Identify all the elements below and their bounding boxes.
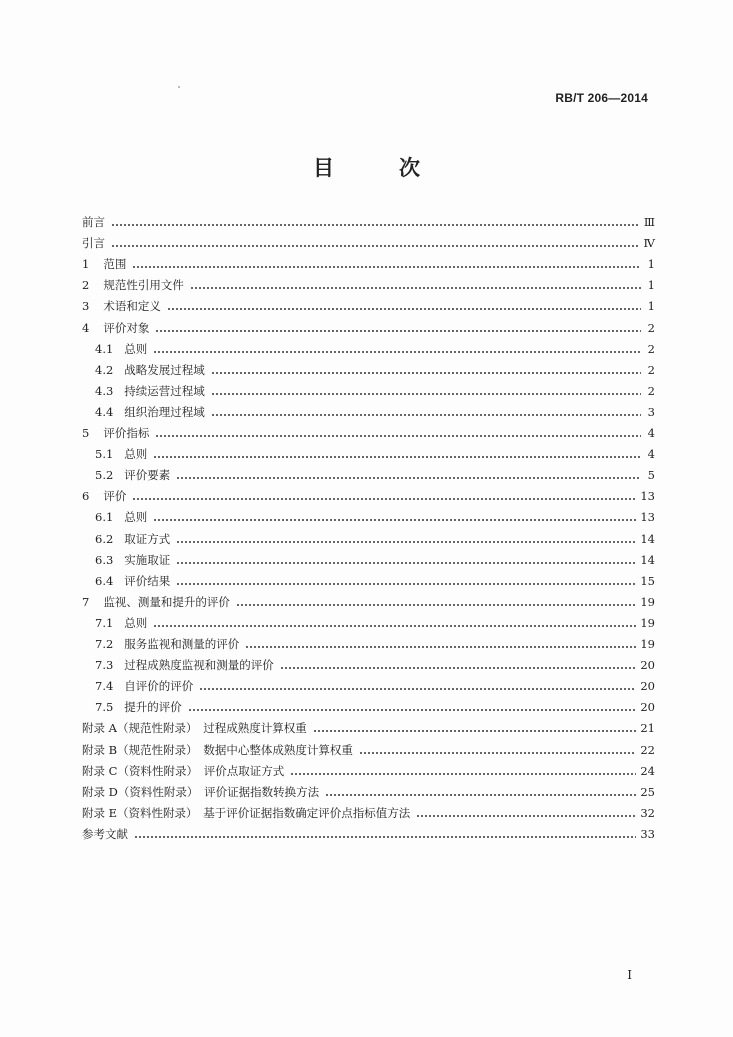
toc-entry-label: 附录 C（资料性附录） 评价点取证方式: [82, 763, 285, 778]
toc-entry-label: 术语和定义: [103, 299, 161, 314]
toc-entry-number: 4: [82, 320, 90, 335]
leader-dots: [132, 266, 641, 268]
leader-dots: [167, 308, 641, 310]
toc-entry[interactable]: [95, 568, 655, 588]
toc-entry-label: 附录 D（资料性附录） 评价证据指数转换方法: [82, 784, 320, 799]
toc-entry[interactable]: [95, 547, 655, 567]
toc-entry[interactable]: [95, 504, 655, 524]
toc-entry-page: 19: [640, 637, 655, 651]
toc-entry[interactable]: [82, 230, 655, 250]
toc-entry[interactable]: [82, 589, 655, 609]
toc-entry-label: 服务监视和测量的评价: [124, 637, 240, 651]
toc-entry-page: 1: [647, 257, 655, 272]
toc-entry-page: 13: [640, 510, 655, 525]
leader-dots: [111, 224, 640, 226]
toc-entry-number: 6: [82, 489, 90, 504]
toc-entry[interactable]: [95, 610, 655, 630]
leader-dots: [199, 688, 636, 690]
toc-entry[interactable]: [82, 315, 655, 335]
toc-entry[interactable]: [95, 673, 655, 693]
toc-entry-page: 1: [647, 299, 655, 314]
toc-entry-label: 评价结果: [124, 573, 171, 588]
toc-entry[interactable]: [95, 357, 655, 377]
toc-entry-number: 6.2: [95, 531, 114, 546]
toc-entry-page: 4: [647, 447, 655, 462]
toc-entry-label: 前言: [82, 215, 105, 229]
toc-entry-label: 参考文献: [82, 826, 128, 841]
toc-entry-number: 5: [82, 426, 90, 440]
toc-entry[interactable]: [95, 694, 655, 714]
toc-entry-label: 评价对象: [103, 320, 150, 335]
leader-dots: [153, 625, 636, 627]
toc-entry-page: 2: [647, 362, 655, 377]
toc-entry-number: 5.2: [95, 468, 114, 483]
toc-entry-page: 2: [647, 341, 655, 356]
toc-entry-number: 6.3: [95, 552, 114, 567]
toc-entry-label: 实施取证: [124, 552, 171, 567]
toc-entry[interactable]: [82, 251, 655, 271]
toc-entry-page: 19: [640, 594, 655, 609]
toc-entry-page: 1: [647, 278, 655, 293]
leader-dots: [176, 583, 636, 585]
toc-entry-number: 4.1: [95, 341, 114, 356]
toc-entry[interactable]: [82, 715, 655, 735]
toc-entry-number: 5.1: [95, 447, 114, 462]
toc-entry-label: 附录 B（规范性附录） 数据中心整体成熟度计算权重: [82, 742, 353, 757]
toc-entry-page: 32: [640, 805, 655, 820]
leader-dots: [359, 752, 637, 754]
toc-entry-label: 战略发展过程域: [124, 362, 205, 377]
toc-entry-label: 附录 E（资料性附录） 基于评价证据指数确定评价点指标值方法: [82, 805, 411, 820]
leader-dots: [176, 562, 636, 564]
toc-entry[interactable]: [95, 652, 655, 672]
toc-entry-number: 6.4: [95, 573, 114, 588]
toc-entry[interactable]: [95, 441, 655, 461]
toc-entry-label: 总则: [124, 510, 148, 525]
toc-entry[interactable]: [82, 483, 655, 503]
leader-dots: [416, 815, 636, 817]
toc-entry[interactable]: [82, 800, 655, 820]
leader-dots: [325, 794, 636, 796]
toc-entry-label: 评价要素: [124, 468, 171, 483]
leader-dots: [211, 393, 641, 395]
toc-entry-page: 5: [647, 468, 655, 483]
leader-dots: [245, 646, 636, 648]
leader-dots: [176, 541, 636, 543]
toc-entry-page: 2: [647, 383, 655, 398]
toc-entry-page: 14: [640, 552, 655, 567]
leader-dots: [155, 330, 641, 332]
leader-dots: [188, 709, 637, 711]
leader-dots: [290, 773, 636, 775]
leader-dots: [211, 372, 641, 374]
toc-entry-label: 总则: [124, 615, 148, 630]
toc-entry-label: 取证方式: [124, 531, 171, 546]
toc-entry-number: 7.3: [95, 658, 114, 673]
toc-entry-page: 15: [640, 573, 655, 588]
toc-entry-label: 总则: [124, 341, 148, 356]
toc-entry[interactable]: [95, 631, 655, 651]
toc-entry[interactable]: [82, 420, 655, 440]
leader-dots: [190, 287, 641, 289]
toc-entry-number: 3: [82, 299, 90, 314]
standard-code: RB/T 206—2014: [555, 91, 648, 105]
toc-entry[interactable]: [95, 526, 655, 546]
toc-entry-page: 22: [640, 742, 655, 757]
toc-entry-label: 提升的评价: [124, 700, 182, 715]
leader-dots: [176, 477, 641, 479]
leader-dots: [236, 604, 637, 606]
toc-entry-label: 规范性引用文件: [103, 278, 184, 293]
toc-entry-number: 6.1: [95, 510, 114, 525]
toc-entry-page: 14: [640, 531, 655, 546]
page-number: I: [627, 968, 632, 982]
leader-dots: [153, 519, 636, 521]
leader-dots: [132, 498, 636, 500]
toc-entry-label: 持续运营过程域: [124, 383, 205, 398]
toc-entry-number: 7.5: [95, 700, 114, 715]
toc-entry-label: 总则: [124, 447, 148, 462]
leader-dots: [111, 245, 640, 247]
toc-entry[interactable]: [95, 462, 655, 482]
toc-entry-number: 4.3: [95, 383, 114, 398]
toc-entry-number: 4.4: [95, 404, 114, 419]
toc-entry-page: 4: [647, 426, 655, 440]
toc-entry-label: 评价指标: [103, 426, 150, 440]
toc-entry[interactable]: [95, 399, 655, 419]
toc-entry-page: 21: [640, 721, 655, 736]
leader-dots: [153, 456, 641, 458]
leader-dots: [280, 667, 637, 669]
toc-entry-number: 2: [82, 278, 90, 293]
toc-entry-number: 1: [82, 257, 90, 272]
toc-entry[interactable]: [82, 272, 655, 292]
toc-entry[interactable]: [95, 336, 655, 356]
toc-entry-label: 监视、测量和提升的评价: [103, 594, 230, 609]
toc-entry-page: 20: [640, 679, 655, 694]
toc-entry[interactable]: [82, 779, 655, 799]
toc-entry[interactable]: [82, 737, 655, 757]
toc-entry-label: 自评价的评价: [124, 679, 194, 694]
toc-entry-page: 19: [640, 615, 655, 630]
toc-entry-label: 组织治理过程域: [124, 404, 205, 419]
toc-entry[interactable]: [82, 758, 655, 778]
scan-speck: [178, 86, 180, 88]
toc-entry-page: 20: [640, 700, 655, 715]
toc-entry[interactable]: [82, 209, 655, 229]
toc-entry[interactable]: [95, 378, 655, 398]
toc-entry-page: 33: [640, 826, 655, 841]
toc-entry-page: Ⅳ: [643, 236, 655, 251]
toc-entry-page: 13: [640, 489, 655, 504]
toc-entry-label: 过程成熟度监视和测量的评价: [124, 658, 274, 673]
toc-entry-number: 7.1: [95, 615, 114, 630]
toc-entry-label: 引言: [82, 236, 105, 251]
page-title: 目 次: [313, 156, 442, 180]
leader-dots: [153, 351, 641, 353]
toc-entry-page: Ⅲ: [643, 215, 655, 229]
toc-entry-number: 7.2: [95, 637, 114, 651]
leader-dots: [211, 414, 641, 416]
toc-entry-page: 24: [640, 763, 655, 778]
toc-entry[interactable]: [82, 821, 655, 841]
toc-entry-page: 3: [647, 404, 655, 419]
toc-entry-number: 4.2: [95, 362, 114, 377]
toc-entry-page: 20: [640, 658, 655, 673]
leader-dots: [134, 836, 636, 838]
toc-entry-label: 范围: [103, 257, 127, 272]
leader-dots: [313, 730, 637, 732]
toc-entry-page: 2: [647, 320, 655, 335]
toc-entry-page: 25: [640, 784, 655, 799]
toc-entry-label: 评价: [103, 489, 127, 504]
toc-entry-number: 7.4: [95, 679, 114, 694]
toc-entry-number: 7: [82, 594, 90, 609]
toc-entry[interactable]: [82, 293, 655, 313]
leader-dots: [155, 435, 641, 437]
toc-entry-label: 附录 A（规范性附录） 过程成熟度计算权重: [82, 721, 307, 736]
